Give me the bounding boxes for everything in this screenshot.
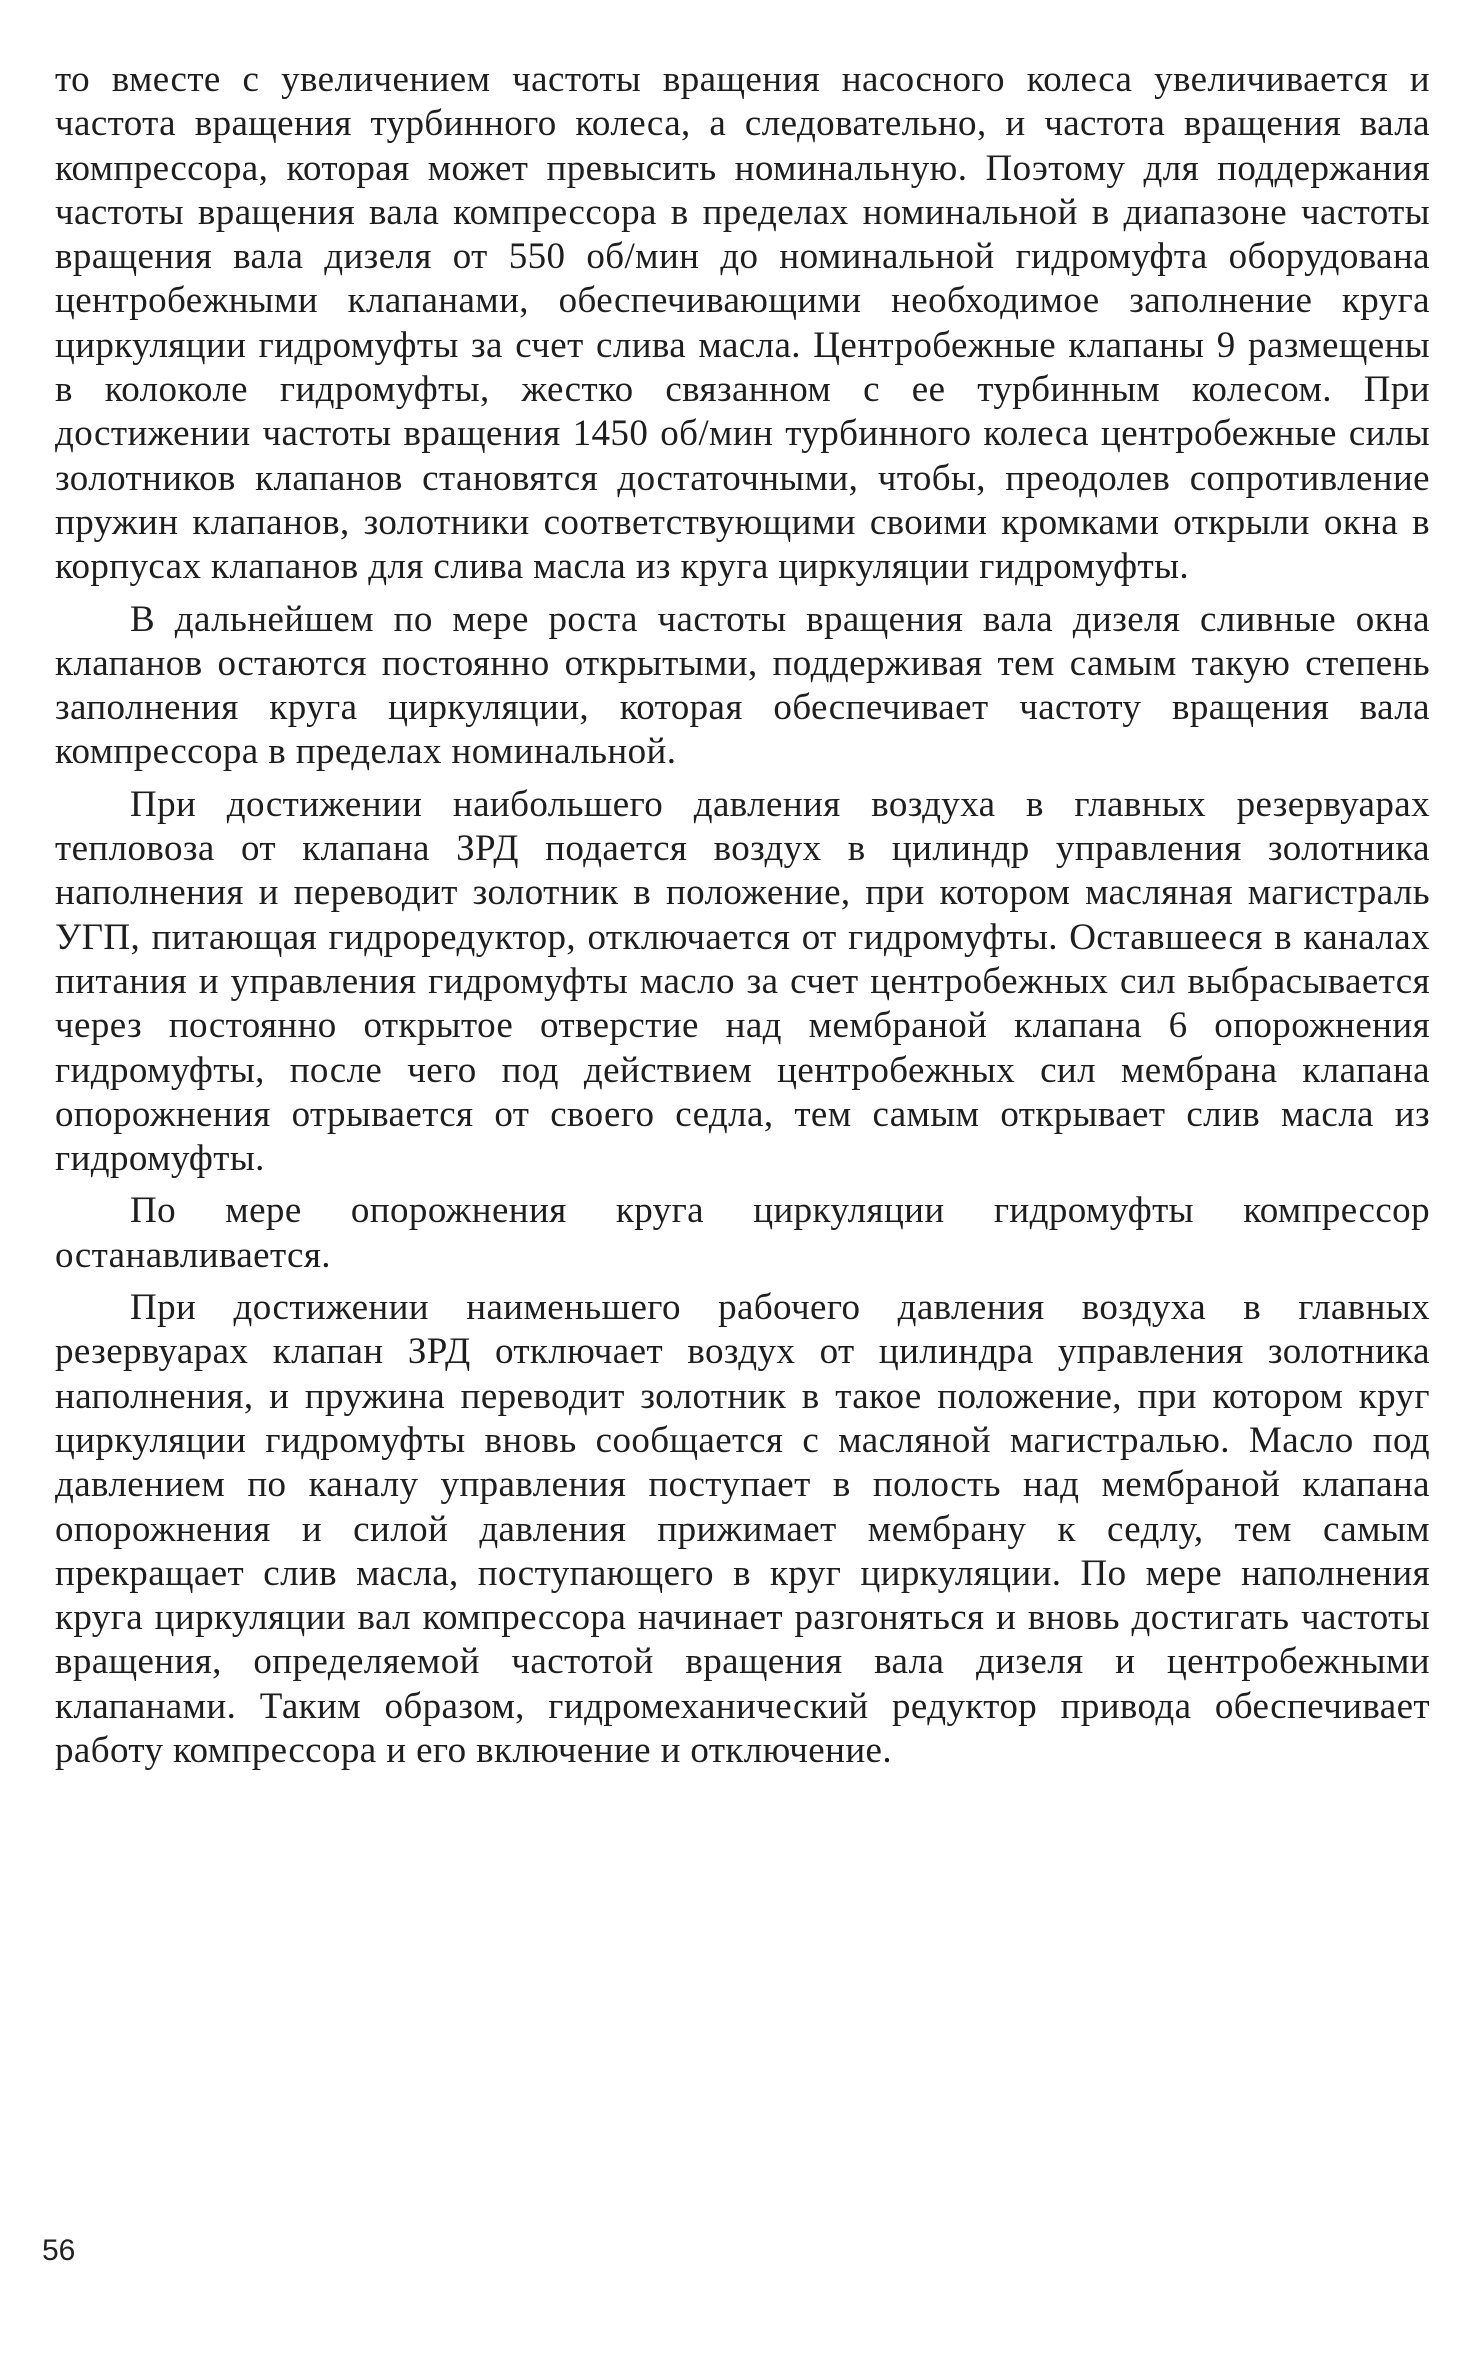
paragraph-5: При достижении наименьшего рабочего давления воздуха в главных резервуарах клапан ЗРД отключает воздух от цилиндра управления золотника наполнения, и пружина переводит золотник в такое положение, при котором круг циркуляции гидромуфты вновь сообщается с масляной магистралью. Масло под давлением по каналу управления поступает в полость над мембраной клапана опорожнения и силой давления прижимает мембрану к седлу, тем самым прекращает слив масла, поступающего в круг циркуляции. По мере наполнения круга циркуляции вал компрессора начинает разгоняться и вновь достигать частоты вращения, определяемой частотой вращения вала дизеля и центробежными клапанами. Таким образом, гидромеханический редуктор привода обеспечивает работу компрессора и его включение и отключение. <box>55 1287 1430 1771</box>
paragraph-1: то вместе с увеличением частоты вращения насосного колеса увеличивается и частота вращения турбинного колеса, а следовательно, и частота вращения вала компрессора, которая может превысить номинальную. Поэтому для поддержания частоты вращения вала компрессора в пределах номинальной в диапазоне частоты вращения вала дизеля от 550 об/мин до номинальной гидромуфта оборудована центробежными клапанами, обеспечивающими необходимое заполнение круга циркуляции гидромуфты за счет слива масла. Центробежные клапаны 9 размещены в колоколе гидромуфты, жестко связанном с ее турбинным колесом. При достижении частоты вращения 1450 об/мин турбинного колеса центробежные силы золотников клапанов становятся достаточными, чтобы, преодолев сопротивление пружин клапанов, золотники соответствующими своими кромками открыли окна в корпусах клапанов для слива масла из круга циркуляции гидромуфты. <box>55 59 1430 588</box>
paragraph-4: По мере опорожнения круга циркуляции гидромуфты компрессор останавливается. <box>55 1190 1430 1276</box>
body-text <box>55 58 1430 1781</box>
paragraph-2: В дальнейшем по мере роста частоты вращения вала дизеля сливные окна клапанов остаются постоянно открытыми, поддерживая тем самым такую степень заполнения круга циркуляции, которая обеспечивает частоту вращения вала компрессора в пределах номинальной. <box>55 598 1430 773</box>
paragraph-3: При достижении наибольшего давления воздуха в главных резервуарах тепловоза от клапана ЗРД подается воздух в цилиндр управления золотника наполнения и переводит золотник в положение, при котором масляная магистраль УГП, питающая гидроредуктор, отключается от гидромуфты. Оставшееся в каналах питания и управления гидромуфты масло за счет центробежных сил выбрасывается через постоянно открытое отверстие над мембраной клапана 6 опорожнения гидромуфты, после чего под действием центробежных сил мембрана клапана опорожнения отрывается от своего седла, тем самым открывает слив масла из гидромуфты. <box>55 783 1430 1180</box>
page-number: 56 <box>42 2234 76 2267</box>
